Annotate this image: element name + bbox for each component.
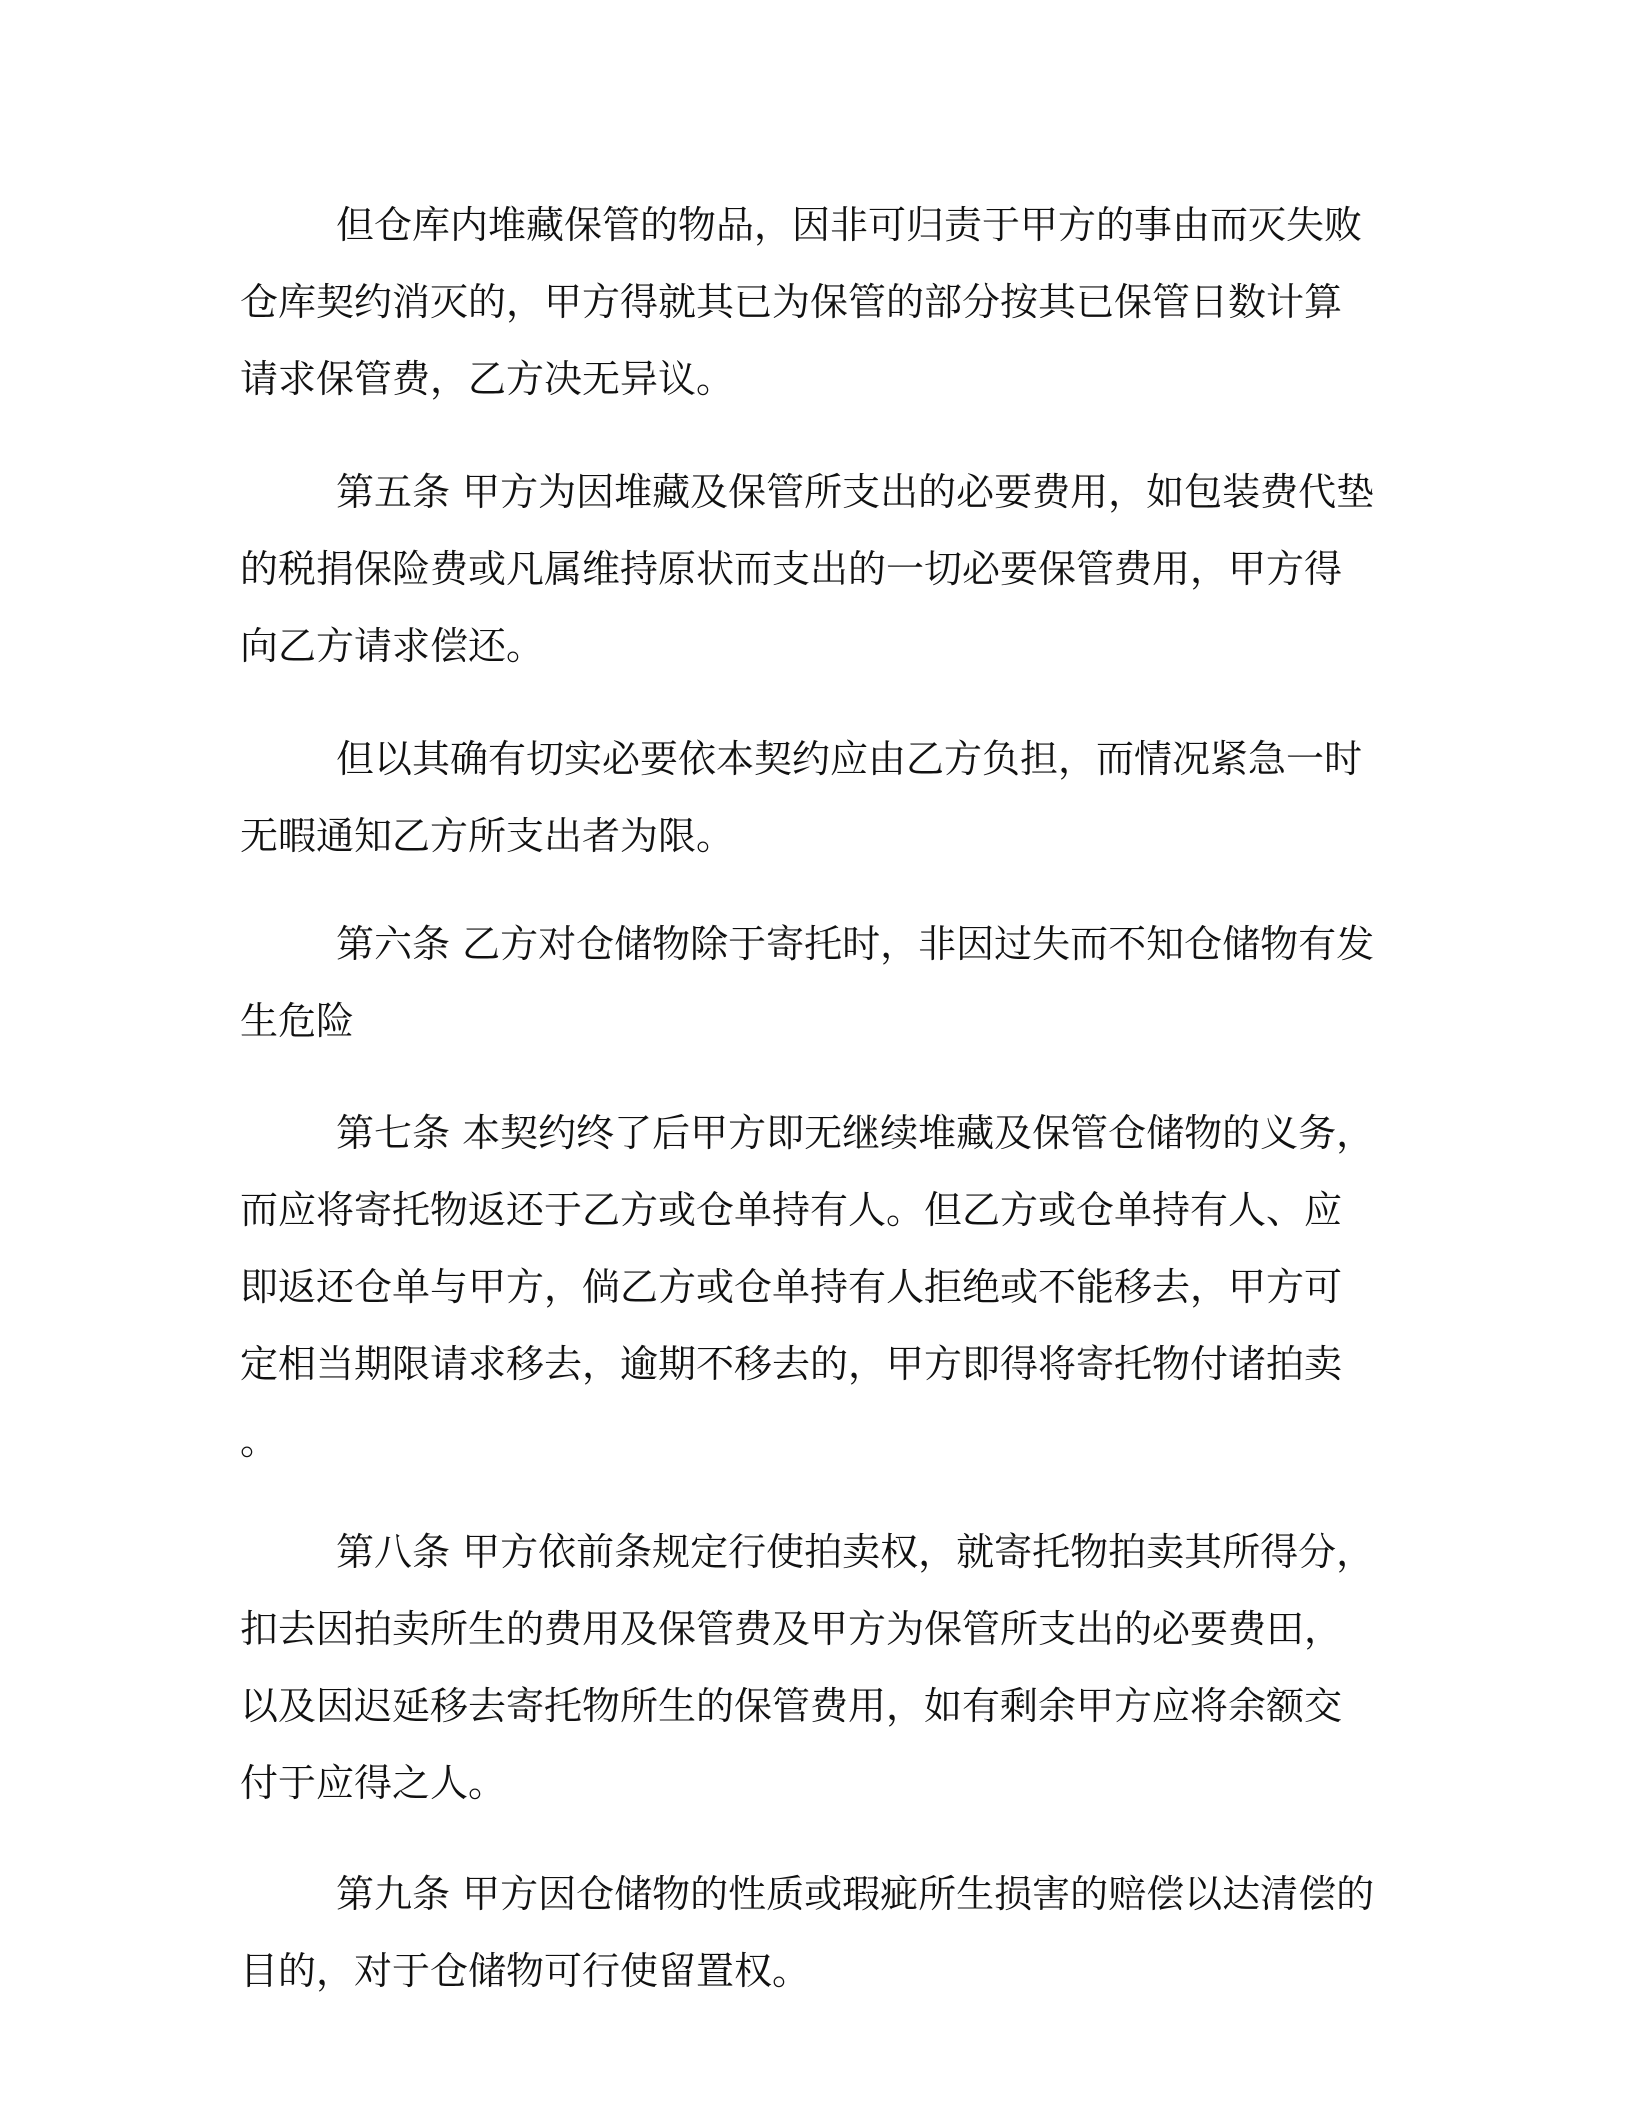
paragraph-article-5-proviso [240,721,1380,875]
paragraph-article-9 [240,1856,1380,2010]
paragraph-line: 期限请求移去，逾期不移去的，甲方即得将寄托物付诸拍卖。 [240,1342,1343,1463]
paragraph-line: 暇通知乙方所支出者为限。 [278,814,735,858]
paragraph-article-7 [240,1095,1380,1480]
paragraph-line: 税捐保险费或凡属维持原状而支出的一切必要保管费用，甲方得向乙 [240,547,1343,668]
paragraph-article-6 [240,906,1380,1060]
document-body [240,187,1380,2010]
paragraph-line: 但以其确有切实必要依本契约应由乙方负担，而情况紧急一时无 [240,737,1363,858]
paragraph-line: 第五条 甲方为因堆藏及保管所支出的必要费用，如包装费代垫的 [240,470,1375,591]
paragraph-line: 去因拍卖所生的费用及保管费及甲方为保管所支出的必要费田，以及 [240,1607,1343,1728]
paragraph-line: 的，对于仓储物可行使留置权。 [278,1949,811,1993]
paragraph-line: 第八条 甲方依前条规定行使拍卖权，就寄托物拍卖其所得分，扣 [240,1530,1375,1651]
paragraph-article-5 [240,454,1380,685]
paragraph-article-8 [240,1514,1380,1822]
paragraph-line: 库契约消灭的，甲方得就其已为保管的部分按其已保管日数计算请求 [240,280,1343,401]
paragraph-line: 因迟延移去寄托物所生的保管费用，如有剩余甲方应将余额交付于应 [240,1684,1343,1805]
paragraph-warehouse-loss [240,187,1380,418]
paragraph-line: 第九条 甲方因仓储物的性质或瑕疵所生损害的赔偿以达清偿的目 [240,1872,1375,1993]
paragraph-line: 方请求偿还。 [316,624,545,668]
paragraph-line: 得之人。 [354,1761,507,1805]
paragraph-line: 保管费，乙方决无异议。 [316,357,735,401]
paragraph-line: 但仓库内堆藏保管的物品，因非可归责于甲方的事由而灭失败仓 [240,203,1363,324]
paragraph-line: 危险 [278,999,355,1043]
paragraph-line: 应将寄托物返还于乙方或仓单持有人。但乙方或仓单持有人、应即返 [240,1188,1343,1309]
paragraph-line: 第六条 乙方对仓储物除于寄托时，非因过失而不知仓储物有发生 [240,922,1375,1043]
paragraph-line: 第七条 本契约终了后甲方即无继续堆藏及保管仓储物的义务，而 [240,1111,1375,1232]
paragraph-line: 还仓单与甲方，倘乙方或仓单持有人拒绝或不能移去，甲方可定相当 [240,1265,1343,1386]
